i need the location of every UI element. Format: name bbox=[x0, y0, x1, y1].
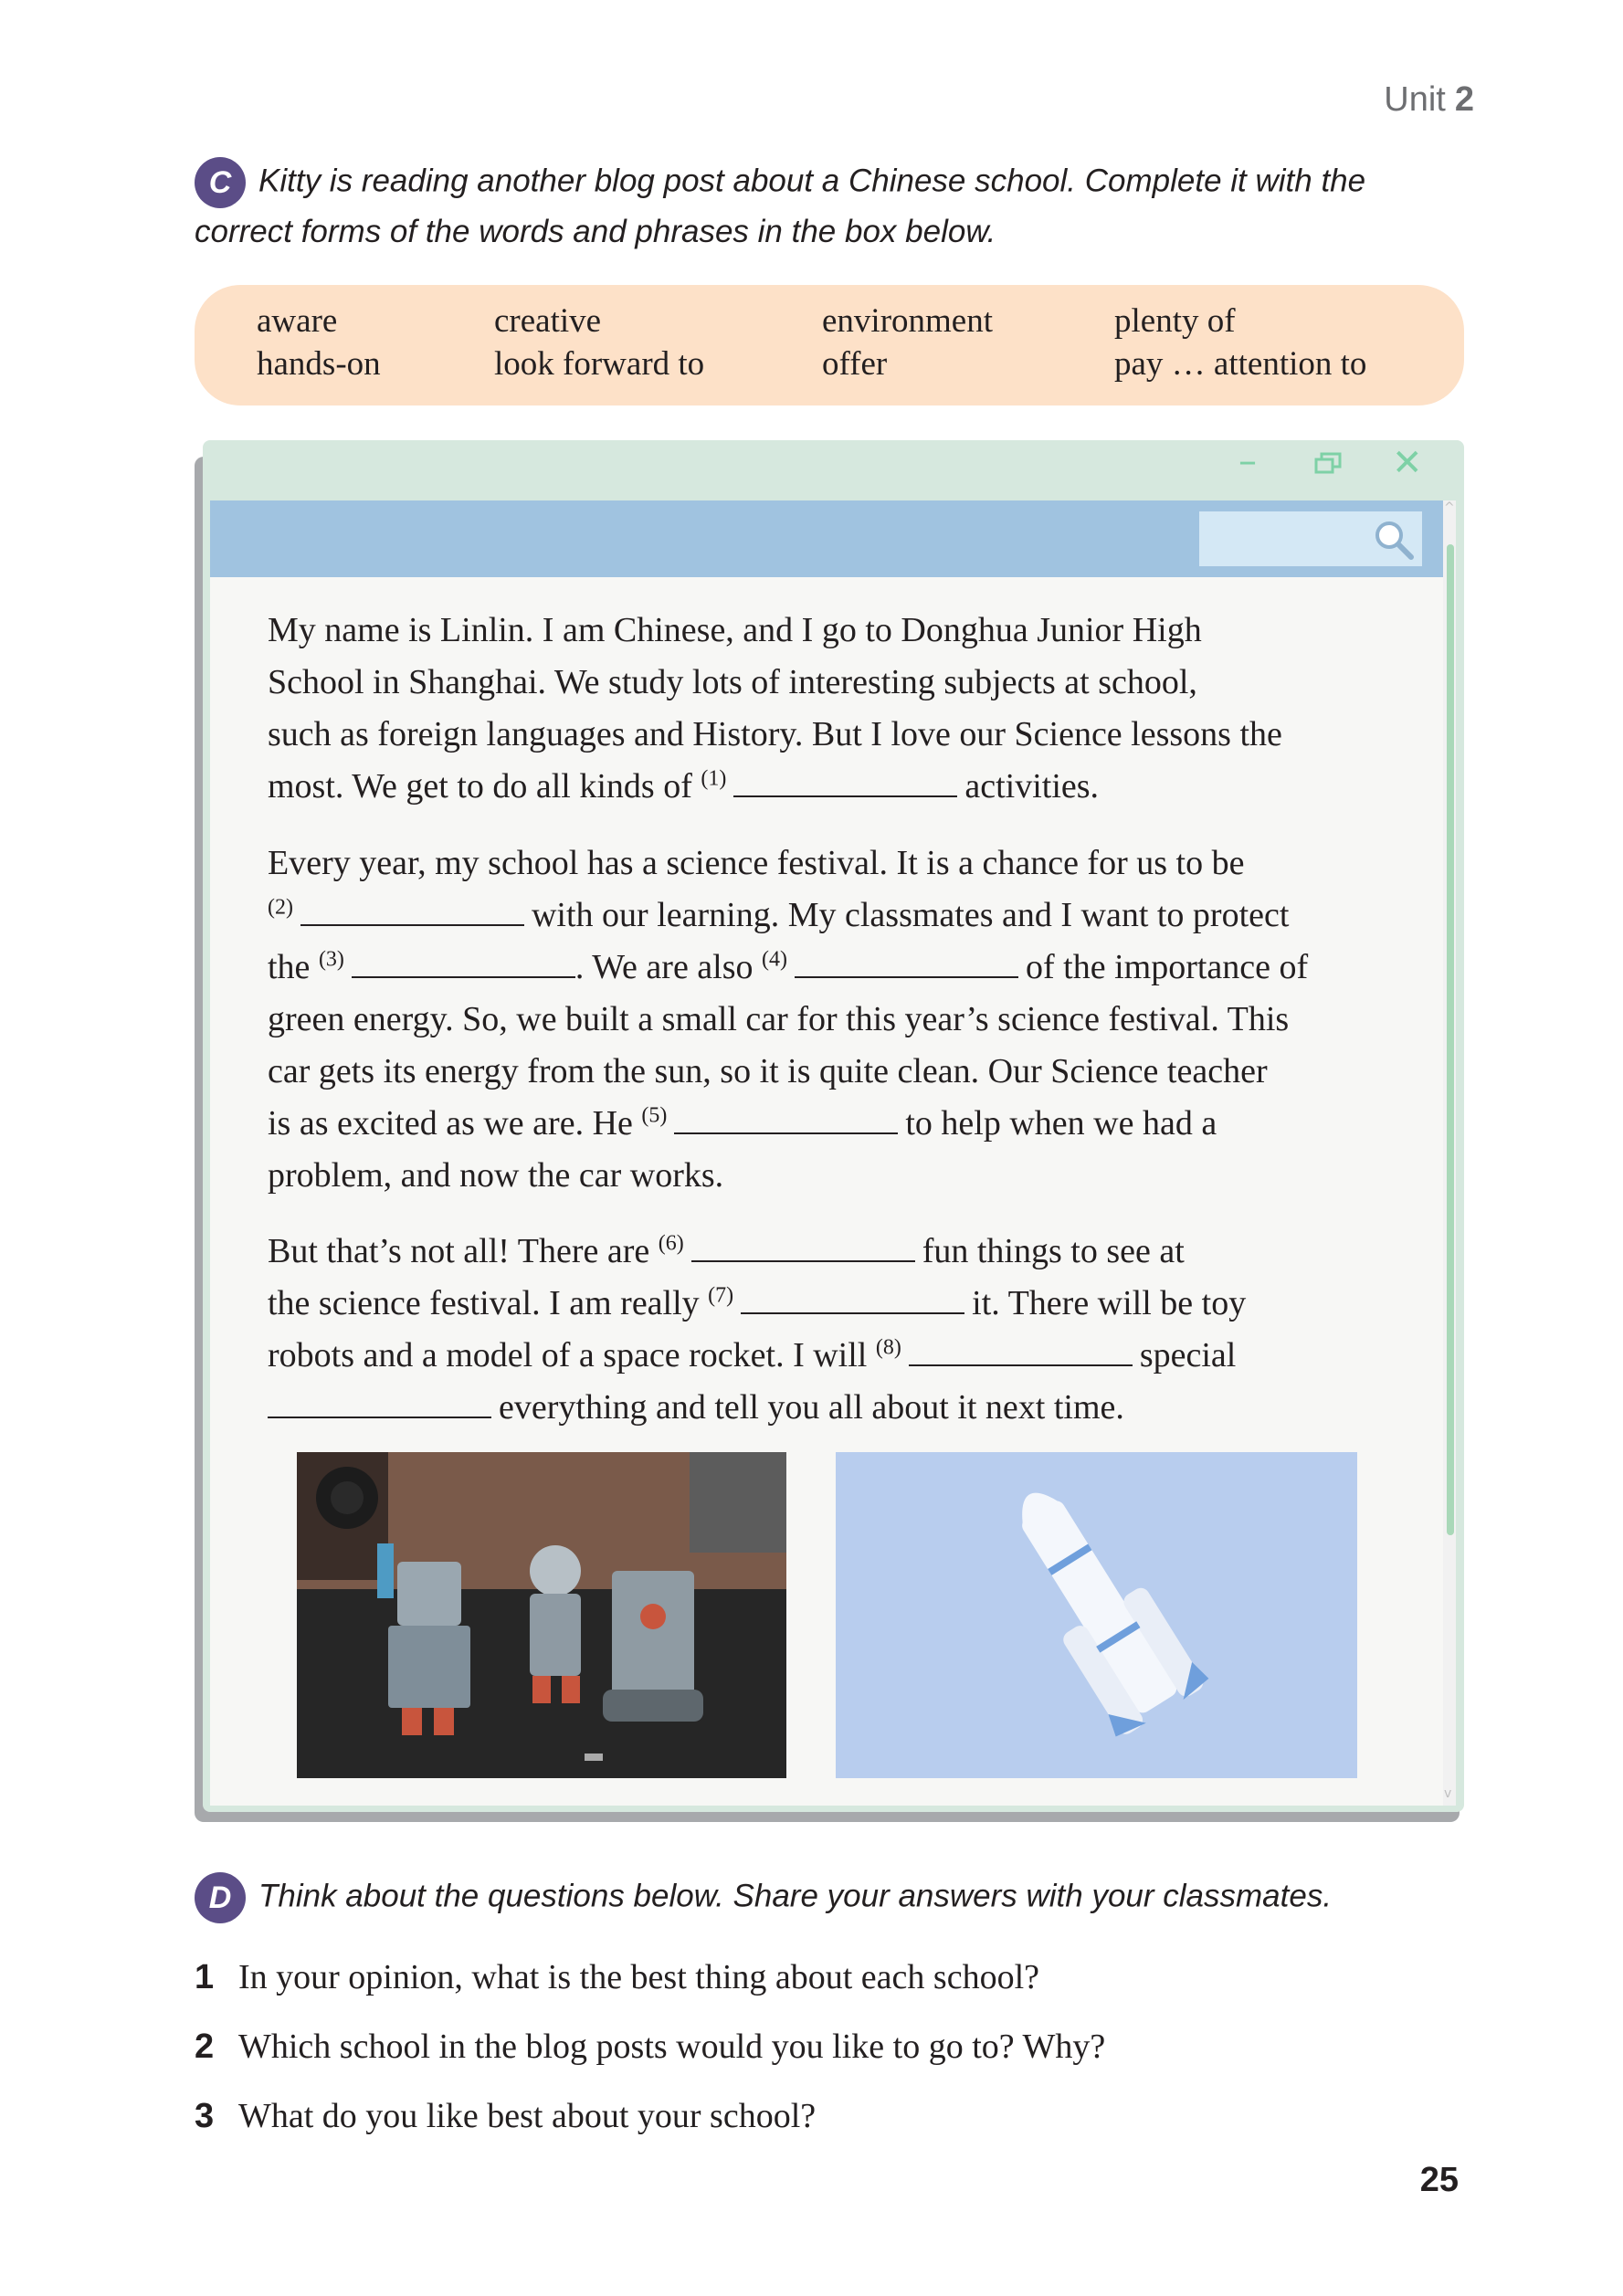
text-line: the science festival. I am really $^{(7)}$ it. There will be toy bbox=[268, 1278, 1400, 1330]
instruction-line-1: Kitty is reading another blog post about a Chinese school. Complete it with the bbox=[258, 163, 1366, 199]
question-text: What do you like best about your school? bbox=[238, 2097, 817, 2135]
scroll-down-icon[interactable]: v bbox=[1444, 1786, 1452, 1801]
word-item: creative bbox=[494, 302, 602, 340]
text-line: car gets its energy from the sun, so it is quite clean. Our Science teacher bbox=[268, 1052, 1268, 1090]
search-input[interactable] bbox=[1199, 511, 1422, 566]
question-text: In your opinion, what is the best thing about each school? bbox=[238, 1958, 1039, 1996]
word-item: aware bbox=[257, 302, 338, 340]
text-line: But that’s not all! There are $^{(6)}$ fun things to see at bbox=[268, 1226, 1400, 1278]
blank-marker-8: (8) bbox=[875, 1335, 901, 1360]
word-box bbox=[195, 285, 1464, 405]
blank-marker-1: (1) bbox=[701, 766, 727, 791]
close-icon[interactable]: ✕ bbox=[1392, 442, 1423, 484]
section-d-badge: D bbox=[195, 1872, 246, 1923]
blank-8[interactable] bbox=[909, 1330, 1133, 1366]
section-d-instruction bbox=[195, 1872, 1473, 1923]
text-line: green energy. So, we built a small car for this year’s science festival. This bbox=[268, 1000, 1290, 1038]
toy-robots-photo bbox=[297, 1452, 786, 1778]
unit-header bbox=[1384, 80, 1474, 120]
instruction-text: Think about the questions below. Share your answers with your classmates. bbox=[258, 1878, 1333, 1914]
question-2 bbox=[195, 2024, 1105, 2070]
blank-6[interactable] bbox=[691, 1226, 915, 1262]
blank-3[interactable] bbox=[352, 942, 575, 978]
text-line: everything and tell you all about it next time. bbox=[268, 1382, 1400, 1434]
blank-7[interactable] bbox=[741, 1278, 964, 1314]
scrollbar-thumb[interactable] bbox=[1447, 544, 1454, 1535]
unit-number: 2 bbox=[1454, 80, 1474, 119]
text-line: is as excited as we are. He $^{(5)}$ to help when we had a bbox=[268, 1098, 1400, 1150]
blank-marker-4: (4) bbox=[762, 947, 788, 972]
word-item: offer bbox=[822, 345, 888, 383]
word-item: environment bbox=[822, 302, 994, 340]
space-rocket-photo bbox=[836, 1452, 1357, 1778]
restore-icon[interactable] bbox=[1312, 448, 1344, 490]
blank-marker-2: (2) bbox=[268, 895, 293, 920]
blog-paragraph-2 bbox=[268, 837, 1400, 1202]
scroll-up-icon[interactable]: ^ bbox=[1444, 500, 1455, 515]
page-number: 25 bbox=[1419, 2161, 1459, 2199]
word-item: look forward to bbox=[494, 345, 705, 383]
question-number: 2 bbox=[195, 2027, 215, 2066]
question-number: 1 bbox=[195, 1958, 215, 1996]
blog-paragraph-3 bbox=[268, 1226, 1400, 1434]
text-line: such as foreign languages and History. But I love our Science lessons the bbox=[268, 715, 1282, 753]
word-item: plenty of bbox=[1114, 302, 1236, 340]
text-line: School in Shanghai. We study lots of interesting subjects at school, bbox=[268, 663, 1197, 701]
question-1 bbox=[195, 1954, 1039, 2000]
word-item: pay … attention to bbox=[1114, 345, 1367, 383]
text-line: My name is Linlin. I am Chinese, and I go to Donghua Junior High bbox=[268, 611, 1202, 649]
blank-8-continued[interactable] bbox=[268, 1382, 491, 1418]
blank-4[interactable] bbox=[795, 942, 1018, 978]
section-c-instruction bbox=[195, 157, 1473, 255]
text-line: robots and a model of a space rocket. I will $^{(8)}$ special bbox=[268, 1330, 1400, 1382]
question-number: 3 bbox=[195, 2097, 215, 2135]
word-item: hands-on bbox=[257, 345, 381, 383]
text-line: $^{(2)}$ with our learning. My classmates and I want to protect bbox=[268, 890, 1400, 942]
blank-marker-6: (6) bbox=[658, 1231, 684, 1256]
blank-5[interactable] bbox=[674, 1098, 898, 1134]
instruction-line-2: correct forms of the words and phrases in the box below. bbox=[195, 214, 996, 249]
blog-paragraph-1 bbox=[268, 605, 1400, 813]
blank-marker-5: (5) bbox=[641, 1103, 668, 1128]
text-line: the $^{(3)}$ . We are also $^{(4)}$ of the importance of bbox=[268, 942, 1400, 994]
text-line: most. We get to do all kinds of $^{(1)}$ activities. bbox=[268, 761, 1400, 813]
blank-2[interactable] bbox=[300, 890, 524, 926]
blank-marker-3: (3) bbox=[318, 947, 344, 972]
blank-1[interactable] bbox=[733, 761, 957, 797]
unit-label: Unit bbox=[1384, 80, 1446, 119]
text-line: problem, and now the car works. bbox=[268, 1156, 724, 1195]
text-line: Every year, my school has a science festival. It is a chance for us to be bbox=[268, 844, 1245, 882]
question-3 bbox=[195, 2093, 816, 2139]
blank-marker-7: (7) bbox=[708, 1283, 734, 1308]
section-c-badge: C bbox=[195, 157, 246, 208]
question-text: Which school in the blog posts would you like to go to? Why? bbox=[238, 2027, 1106, 2066]
minimize-icon[interactable]: – bbox=[1238, 440, 1257, 482]
magnifier-icon[interactable] bbox=[1373, 519, 1415, 561]
